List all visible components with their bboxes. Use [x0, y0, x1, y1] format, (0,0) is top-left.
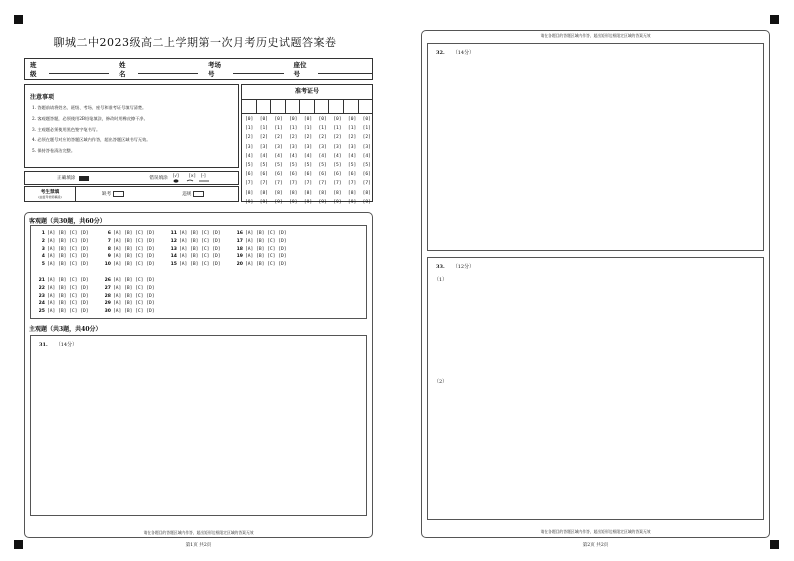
- admission-digit-bubble[interactable]: [9]: [347, 199, 357, 205]
- question-item[interactable]: [35, 300, 89, 308]
- admission-digit-bubble[interactable]: [5]: [274, 162, 283, 168]
- admission-digit-bubble[interactable]: [9]: [318, 199, 327, 205]
- admission-digit-bubble[interactable]: [6]: [318, 172, 327, 178]
- option-bubbles[interactable]: [A] [B] [C] [D]: [113, 246, 155, 252]
- name-field[interactable]: 姓名: [119, 60, 198, 78]
- question-item[interactable]: [167, 261, 221, 269]
- admission-number-box: [241, 84, 373, 205]
- admission-digit-bubble[interactable]: [6]: [333, 172, 342, 178]
- question-number: 12: [170, 238, 177, 244]
- admission-digit-bubble[interactable]: [9]: [333, 199, 342, 205]
- violation-checkbox[interactable]: [193, 191, 204, 197]
- question-group: [233, 230, 287, 269]
- question-item[interactable]: [35, 285, 89, 293]
- option-bubbles[interactable]: [A] [B] [C] [D]: [245, 238, 287, 244]
- admission-digit-bubble[interactable]: [1]: [259, 126, 269, 132]
- admission-digit-bubble[interactable]: [9]: [259, 199, 269, 205]
- admission-digit-bubble[interactable]: [4]: [303, 153, 313, 159]
- question-number: 10: [104, 262, 111, 268]
- question-item[interactable]: [167, 253, 221, 261]
- question-group: [35, 230, 89, 269]
- q32-answer-area[interactable]: [427, 43, 764, 251]
- admission-digit-row: [245, 179, 371, 188]
- admission-digit-row: [245, 189, 371, 198]
- option-bubbles[interactable]: [A] [B] [C] [D]: [113, 278, 155, 283]
- wrong-fill-samples-icon: [171, 173, 211, 183]
- option-bubbles[interactable]: [A] [B] [C] [D]: [47, 285, 89, 291]
- question-number: 14: [170, 254, 177, 260]
- question-number: 25: [38, 309, 45, 315]
- option-bubbles[interactable]: [A] [B] [C] [D]: [47, 246, 89, 252]
- admission-digit-row: [245, 198, 371, 207]
- option-bubbles[interactable]: [A] [B] [C] [D]: [179, 238, 221, 244]
- admission-digit-bubble[interactable]: [6]: [245, 172, 254, 178]
- question-item[interactable]: [167, 246, 221, 254]
- admission-digit-bubble[interactable]: [4]: [245, 153, 254, 159]
- question-number: 19: [236, 254, 243, 260]
- admission-digit-bubble[interactable]: [0]: [259, 117, 269, 122]
- admission-digit-bubble[interactable]: [7]: [274, 181, 283, 187]
- question-group: [101, 277, 155, 316]
- admission-write-cells[interactable]: [242, 99, 372, 114]
- corner-mark-bottom-right: [770, 540, 779, 549]
- q31-score: （14分）: [55, 342, 78, 348]
- question-number: 13: [170, 246, 177, 252]
- question-item[interactable]: [35, 261, 89, 269]
- admission-digit-bubble[interactable]: [2]: [245, 135, 254, 141]
- question-number: 30: [104, 309, 111, 315]
- question-number: 29: [104, 301, 111, 307]
- admission-digit-bubble[interactable]: [5]: [318, 162, 327, 168]
- answer-section-page1: [24, 212, 373, 538]
- q32-number: 32.: [436, 50, 445, 56]
- question-item[interactable]: [35, 253, 89, 261]
- page-number-2: 第2页 共2页: [582, 543, 609, 548]
- admission-digit-bubble[interactable]: [2]: [347, 135, 357, 141]
- page-title: 聊城二中2023级高二上学期第一次月考历史试题答案卷: [53, 36, 337, 49]
- correct-fill-sample: [79, 176, 89, 181]
- admission-digit-bubble[interactable]: [8]: [362, 190, 371, 196]
- option-bubbles[interactable]: [A] [B] [C] [D]: [113, 293, 155, 299]
- question-number: 11: [170, 231, 177, 236]
- absent-checkbox[interactable]: [113, 191, 124, 197]
- admission-digit-bubble[interactable]: [4]: [318, 153, 327, 159]
- question-number: 16: [236, 231, 243, 236]
- admission-digit-bubble[interactable]: [7]: [303, 181, 313, 187]
- exam-room-field[interactable]: 考场号: [208, 60, 284, 78]
- q32-score: （14分）: [452, 50, 475, 56]
- admission-digit-bubble[interactable]: [3]: [274, 144, 283, 150]
- question-item[interactable]: [101, 230, 155, 238]
- corner-mark-top-left: [14, 15, 23, 24]
- question-item[interactable]: [35, 246, 89, 254]
- admission-digit-row: [245, 143, 371, 152]
- question-number: 9: [107, 254, 111, 260]
- admission-digit-bubble[interactable]: [2]: [362, 135, 371, 141]
- admission-digit-bubble[interactable]: [6]: [303, 172, 313, 178]
- admission-digit-bubble[interactable]: [2]: [333, 135, 342, 141]
- admission-digit-bubble[interactable]: [1]: [362, 126, 371, 132]
- corner-mark-bottom-left: [14, 540, 23, 549]
- admission-digit-bubble[interactable]: [3]: [318, 144, 327, 150]
- admission-digit-bubble[interactable]: [2]: [318, 135, 327, 141]
- admission-digit-bubbles[interactable]: [245, 115, 371, 207]
- notice-box: [24, 84, 239, 168]
- admission-digit-bubble[interactable]: [3]: [303, 144, 313, 150]
- notice-list: [32, 103, 150, 157]
- notice-heading: 注意事项: [30, 94, 55, 101]
- question-item[interactable]: [233, 238, 287, 246]
- admission-digit-bubble[interactable]: [7]: [362, 181, 371, 187]
- admission-digit-bubble[interactable]: [6]: [274, 172, 283, 178]
- question-number: 3: [41, 246, 45, 252]
- option-bubbles[interactable]: [A] [B] [C] [D]: [47, 254, 89, 260]
- objective-answer-area: [30, 225, 367, 319]
- admission-digit-bubble[interactable]: [4]: [333, 153, 342, 159]
- admission-digit-bubble[interactable]: [8]: [347, 190, 357, 196]
- admission-digit-bubble[interactable]: [0]: [289, 117, 298, 122]
- page-number-1: 第1页 共2页: [185, 543, 212, 548]
- admission-digit-bubble[interactable]: [1]: [289, 126, 298, 132]
- option-bubbles[interactable]: [A] [B] [C] [D]: [179, 246, 221, 252]
- admission-digit-bubble[interactable]: [1]: [318, 126, 327, 132]
- option-bubbles[interactable]: [A] [B] [C] [D]: [47, 301, 89, 307]
- option-bubbles[interactable]: [A] [B] [C] [D]: [245, 262, 287, 268]
- admission-digit-bubble[interactable]: [8]: [333, 190, 342, 196]
- question-number: 26: [104, 278, 111, 283]
- admission-digit-bubble[interactable]: [8]: [289, 190, 298, 196]
- question-number: 21: [38, 278, 45, 283]
- q31-answer-area[interactable]: [30, 335, 367, 516]
- class-field[interactable]: 班级: [30, 60, 109, 78]
- q33-answer-area[interactable]: [427, 257, 764, 520]
- admission-digit-bubble[interactable]: [3]: [362, 144, 371, 150]
- admission-digit-bubble[interactable]: [2]: [289, 135, 298, 141]
- footer-note-page1: 请在各题目的答题区域内作答，超出矩形边框限定区域的答案无效: [143, 530, 254, 535]
- admission-digit-row: [245, 152, 371, 161]
- question-item[interactable]: [101, 300, 155, 308]
- seat-number-field[interactable]: 座位号: [294, 60, 372, 78]
- admission-digit-bubble[interactable]: [0]: [303, 117, 313, 122]
- option-bubbles[interactable]: [A] [B] [C] [D]: [245, 254, 287, 260]
- admission-digit-bubble[interactable]: [3]: [333, 144, 342, 150]
- admission-digit-bubble[interactable]: [5]: [303, 162, 313, 168]
- admission-digit-bubble[interactable]: [8]: [318, 190, 327, 196]
- admission-digit-bubble[interactable]: [1]: [347, 126, 357, 132]
- question-number: 27: [104, 285, 111, 291]
- notice-item: 4. 必须在题号对应的答题区域内作答，超出答题区域书写无效。: [32, 137, 151, 143]
- notice-item: 1. 答题前请将姓名、班级、考场、座号和准考证号填写清楚。: [32, 105, 147, 110]
- admission-digit-bubble[interactable]: [1]: [274, 126, 283, 132]
- admission-digit-bubble[interactable]: [7]: [333, 181, 342, 187]
- svg-text:[√]: [√]: [172, 173, 179, 178]
- option-bubbles[interactable]: [A] [B] [C] [D]: [113, 285, 155, 291]
- option-bubbles[interactable]: [A] [B] [C] [D]: [245, 246, 287, 252]
- admission-digit-bubble[interactable]: [8]: [274, 190, 283, 196]
- question-number: 18: [236, 246, 243, 252]
- question-number: 7: [107, 238, 111, 244]
- admission-digit-bubble[interactable]: [3]: [245, 144, 254, 150]
- admission-digit-bubble[interactable]: [3]: [259, 144, 269, 150]
- admission-digit-bubble[interactable]: [7]: [318, 181, 327, 187]
- option-bubbles[interactable]: [A] [B] [C] [D]: [113, 262, 155, 268]
- admission-digit-bubble[interactable]: [8]: [245, 190, 254, 196]
- admission-digit-row: [245, 124, 371, 133]
- question-number: 17: [236, 238, 243, 244]
- question-number: 15: [170, 262, 177, 268]
- option-bubbles[interactable]: [A] [B] [C] [D]: [47, 231, 89, 236]
- q33-part1: （1）: [434, 277, 448, 283]
- admission-digit-bubble[interactable]: [9]: [362, 199, 371, 205]
- notice-item: 2. 客观题答题，必须使用2B铅笔填涂，修改时用橡皮擦干净。: [32, 115, 148, 121]
- admission-digit-bubble[interactable]: [7]: [289, 181, 298, 187]
- question-item[interactable]: [101, 253, 155, 261]
- admission-digit-bubble[interactable]: [7]: [245, 181, 254, 187]
- question-number: 24: [38, 301, 45, 307]
- admission-digit-bubble[interactable]: [5]: [362, 162, 371, 168]
- question-number: 2: [41, 238, 45, 244]
- admission-digit-bubble[interactable]: [7]: [347, 181, 357, 187]
- question-item[interactable]: [233, 261, 287, 269]
- question-item[interactable]: [233, 253, 287, 261]
- q31-number: 31.: [39, 342, 48, 348]
- question-number: 28: [104, 293, 111, 299]
- admission-digit-bubble[interactable]: [6]: [289, 172, 298, 178]
- question-group: [101, 230, 155, 269]
- option-bubbles[interactable]: [A] [B] [C] [D]: [245, 231, 287, 236]
- option-bubbles[interactable]: [A] [B] [C] [D]: [47, 262, 89, 268]
- fill-example-box: 正确填涂 错误填涂 [√] [×] [-]: [24, 171, 239, 185]
- admission-digit-bubble[interactable]: [5]: [347, 162, 357, 168]
- question-number: 23: [38, 293, 45, 299]
- question-number: 20: [236, 262, 243, 268]
- admission-digit-bubble[interactable]: [0]: [362, 117, 371, 122]
- question-item[interactable]: [101, 277, 155, 285]
- question-number: 6: [107, 231, 111, 236]
- admission-digit-bubble[interactable]: [4]: [362, 153, 371, 159]
- option-bubbles[interactable]: [A] [B] [C] [D]: [113, 301, 155, 307]
- admission-digit-bubble[interactable]: [3]: [347, 144, 357, 150]
- option-bubbles[interactable]: [A] [B] [C] [D]: [113, 254, 155, 260]
- admission-digit-bubble[interactable]: [4]: [347, 153, 357, 159]
- question-item[interactable]: [35, 230, 89, 238]
- admission-digit-bubble[interactable]: [5]: [333, 162, 342, 168]
- option-bubbles[interactable]: [A] [B] [C] [D]: [47, 238, 89, 244]
- admission-digit-row: [245, 161, 371, 170]
- option-bubbles[interactable]: [A] [B] [C] [D]: [47, 309, 89, 315]
- admission-digit-row: [245, 115, 371, 124]
- question-item[interactable]: [101, 293, 155, 301]
- question-item[interactable]: [101, 285, 155, 293]
- admission-digit-row: [245, 170, 371, 179]
- admission-digit-bubble[interactable]: [6]: [347, 172, 357, 178]
- answer-section-page2: [421, 30, 770, 538]
- admission-digit-bubble[interactable]: [0]: [274, 117, 283, 122]
- question-item[interactable]: [167, 238, 221, 246]
- admission-digit-bubble[interactable]: [8]: [259, 190, 269, 196]
- admission-digit-bubble[interactable]: [7]: [259, 181, 269, 187]
- admission-digit-bubble[interactable]: [9]: [289, 199, 298, 205]
- question-item[interactable]: [35, 238, 89, 246]
- question-item[interactable]: [101, 308, 155, 316]
- admission-digit-bubble[interactable]: [9]: [274, 199, 283, 205]
- notice-item: 3. 主观题必须使用黑色签字笔书写。: [32, 126, 101, 132]
- admission-digit-bubble[interactable]: [4]: [289, 153, 298, 159]
- question-item[interactable]: [101, 238, 155, 246]
- admission-digit-bubble[interactable]: [6]: [259, 172, 269, 178]
- question-item[interactable]: [167, 230, 221, 238]
- admission-digit-bubble[interactable]: [1]: [303, 126, 313, 132]
- admission-digit-bubble[interactable]: [2]: [274, 135, 283, 141]
- absence-label: 考生禁填: [40, 190, 60, 195]
- admission-digit-bubble[interactable]: [5]: [245, 162, 254, 168]
- admission-digit-bubble[interactable]: [0]: [245, 117, 254, 122]
- option-bubbles[interactable]: [A] [B] [C] [D]: [179, 254, 221, 260]
- admission-digit-bubble[interactable]: [8]: [303, 190, 313, 196]
- question-group: [35, 277, 89, 316]
- question-item[interactable]: [101, 261, 155, 269]
- admission-digit-bubble[interactable]: [1]: [245, 126, 254, 132]
- option-bubbles[interactable]: [A] [B] [C] [D]: [113, 238, 155, 244]
- admission-digit-bubble[interactable]: [2]: [259, 135, 269, 141]
- option-bubbles[interactable]: [A] [B] [C] [D]: [47, 293, 89, 299]
- corner-mark-top-right: [770, 15, 779, 24]
- question-item[interactable]: [233, 246, 287, 254]
- option-bubbles[interactable]: [A] [B] [C] [D]: [113, 309, 155, 315]
- option-bubbles[interactable]: [A] [B] [C] [D]: [179, 231, 221, 236]
- question-number: 4: [41, 254, 45, 260]
- q33-score: （12分）: [452, 264, 475, 270]
- option-bubbles[interactable]: [A] [B] [C] [D]: [113, 231, 155, 236]
- question-item[interactable]: [233, 230, 287, 238]
- question-number: 8: [107, 246, 111, 252]
- svg-text:[-]: [-]: [200, 173, 206, 178]
- admission-digit-bubble[interactable]: [6]: [362, 172, 371, 178]
- student-info-row: [24, 58, 373, 80]
- footer-note-page2-bottom: 请在各题目的答题区域内作答，超出矩形边框限定区域的答案无效: [540, 529, 651, 534]
- question-number: 1: [41, 231, 45, 236]
- admission-digit-bubble[interactable]: [5]: [259, 162, 269, 168]
- question-group: [167, 230, 221, 269]
- question-item[interactable]: [35, 308, 89, 316]
- q33-part2: （2）: [434, 379, 448, 385]
- admission-digit-bubble[interactable]: [3]: [289, 144, 298, 150]
- q33-number: 33.: [436, 264, 445, 270]
- admission-digit-row: [245, 133, 371, 142]
- admission-digit-bubble[interactable]: [2]: [303, 135, 313, 141]
- question-item[interactable]: [101, 246, 155, 254]
- admission-digit-bubble[interactable]: [4]: [259, 153, 269, 159]
- admission-digit-bubble[interactable]: [9]: [245, 199, 254, 205]
- option-bubbles[interactable]: [A] [B] [C] [D]: [47, 278, 89, 283]
- question-item[interactable]: [35, 277, 89, 285]
- admission-digit-bubble[interactable]: [1]: [333, 126, 342, 132]
- admission-digit-bubble[interactable]: [0]: [333, 117, 342, 122]
- admission-digit-bubble[interactable]: [0]: [347, 117, 357, 122]
- objective-heading: 客观题（共30题，共60分）: [29, 218, 106, 225]
- footer-note-page2-top: 请在各题目的答题区域内作答，超出矩形边框限定区域的答案无效: [540, 33, 651, 38]
- admission-heading: 准考证号: [242, 85, 372, 100]
- admission-digit-bubble[interactable]: [0]: [318, 117, 327, 122]
- question-item[interactable]: [35, 293, 89, 301]
- subjective-heading: 主观题（共3题，共40分）: [29, 326, 102, 333]
- question-number: 5: [41, 262, 45, 268]
- absence-box: 考生禁填 (由监考老师填涂) 缺考 违规: [24, 186, 239, 202]
- question-number: 22: [38, 285, 45, 291]
- admission-digit-bubble[interactable]: [9]: [303, 199, 313, 205]
- admission-digit-bubble[interactable]: [4]: [274, 153, 283, 159]
- option-bubbles[interactable]: [A] [B] [C] [D]: [179, 262, 221, 268]
- notice-item: 5. 保持答卷清洁完整。: [32, 148, 76, 154]
- admission-digit-bubble[interactable]: [5]: [289, 162, 298, 168]
- svg-text:[×]: [×]: [188, 173, 196, 178]
